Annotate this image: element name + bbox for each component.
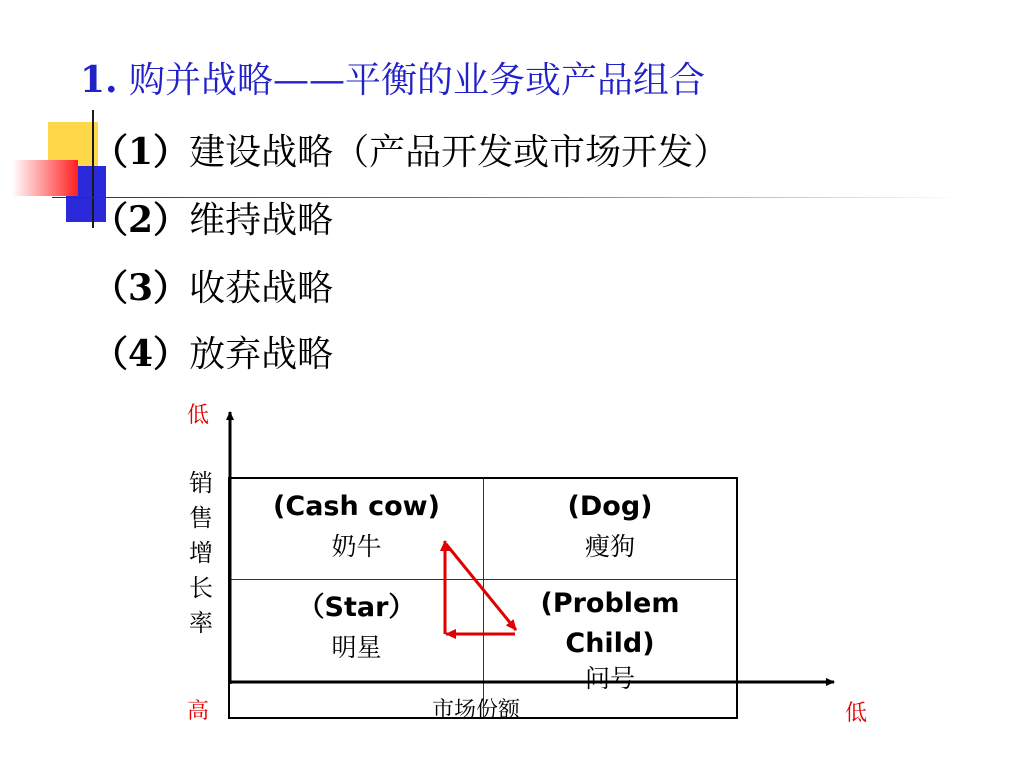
x-axis-right-label: 低	[845, 701, 868, 726]
arrow-cash-cow-to-problem-child	[446, 544, 516, 630]
list-item-text: 收获战略	[189, 268, 334, 309]
x-axis-title: 市场份额	[432, 698, 521, 723]
y-axis-title-char: 销	[189, 469, 213, 497]
y-axis-title-char: 增	[189, 539, 213, 567]
y-axis-title-char: 率	[189, 609, 213, 637]
quadrant-english-label: （Star）	[297, 592, 416, 623]
title-text: 购并战略——平衡的业务或产品组合	[129, 60, 706, 101]
quadrant-chinese-label: 奶牛	[331, 532, 382, 561]
list-item-number: （2）	[92, 199, 190, 241]
y-axis-top-label: 低	[187, 403, 210, 428]
list-item-number: （1）	[92, 131, 190, 173]
quadrant-chinese-label: 明星	[331, 633, 382, 662]
list-item-text: 放弃战略	[189, 334, 334, 375]
y-axis-title-char: 售	[189, 504, 213, 532]
quadrant-chinese-label: 瘦狗	[584, 532, 635, 561]
y-axis-bottom-label: 高	[187, 699, 210, 724]
quadrant-english-label: (Cash cow)	[273, 491, 440, 522]
quadrant-chinese-label: 问号	[584, 664, 635, 693]
y-axis-title-char: 长	[189, 574, 213, 602]
list-item-number: （3）	[92, 267, 190, 309]
quadrant-english-label-line1: (Problem	[540, 588, 680, 619]
quadrant-english-label-line2: Child)	[565, 628, 655, 659]
list-item-text: 建设战略（产品开发或市场开发）	[189, 132, 730, 173]
title-number: 1.	[80, 59, 118, 101]
list-item-text: 维持战略	[189, 200, 334, 241]
list-item-number: （4）	[92, 333, 190, 375]
quadrant-english-label: (Dog)	[567, 491, 653, 522]
